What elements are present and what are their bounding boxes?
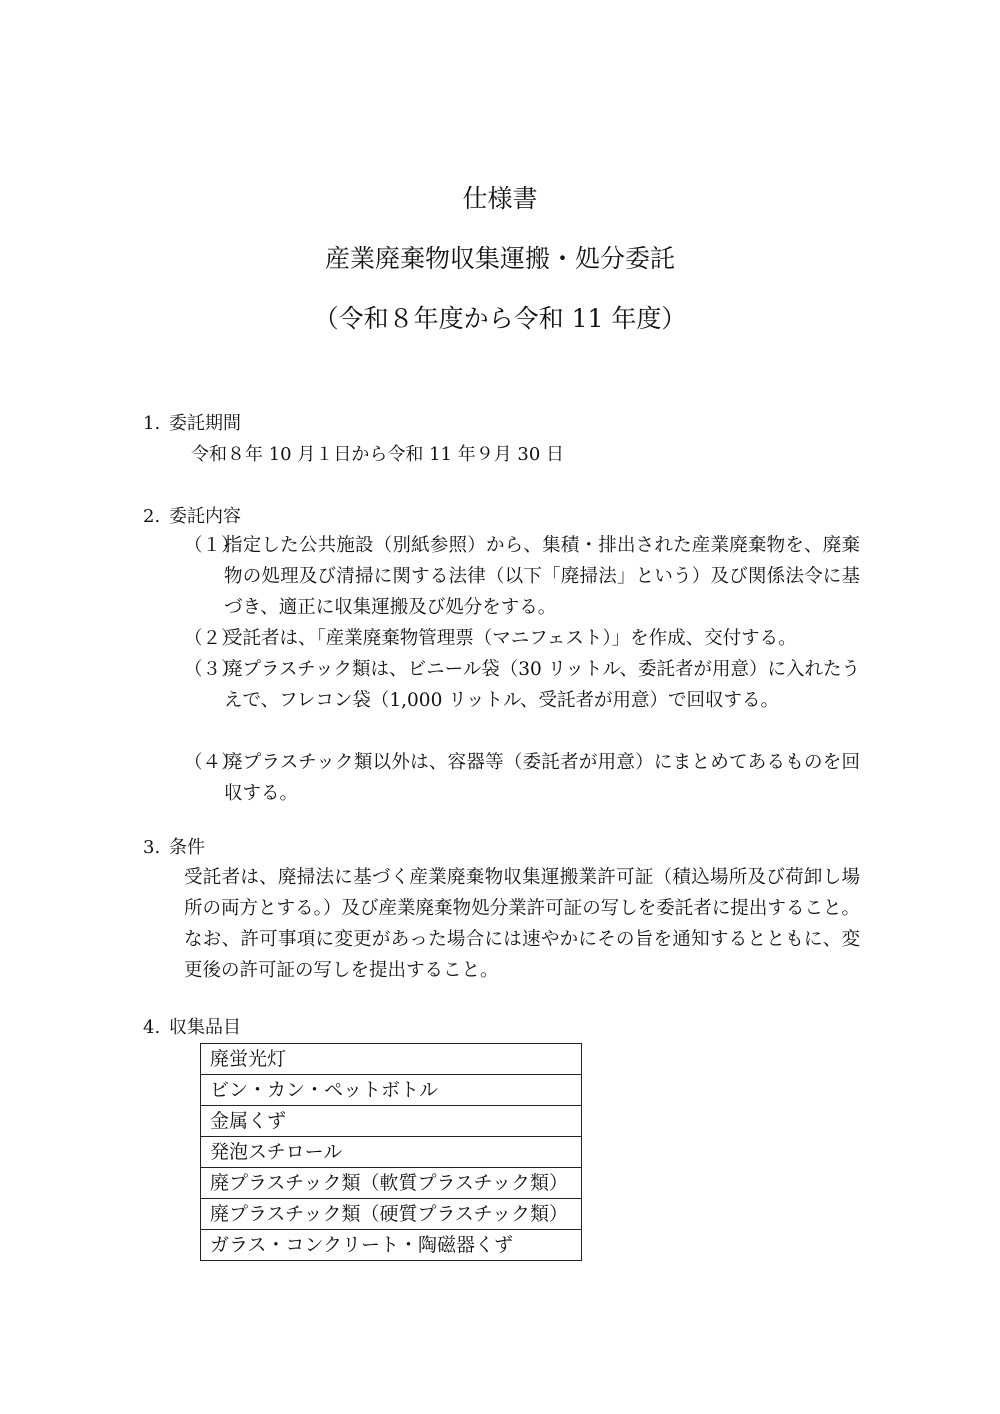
list-item	[184, 530, 860, 623]
list-item-text: 廃プラスチック類以外は、容器等（委託者が用意）にまとめてあるものを回収する。	[224, 752, 860, 804]
table-cell: 廃プラスチック類（軟質プラスチック類）	[201, 1168, 582, 1199]
list-item-text: 廃プラスチック類は、ビニール袋（30 リットル、委託者が用意）に入れたうえで、フレコン袋（1,000 リットル、受託者が用意）で回収する。	[224, 659, 860, 711]
list-item-label: （３）	[184, 659, 240, 680]
list-item	[184, 654, 860, 716]
table-row	[201, 1075, 582, 1106]
section-number: 2.	[143, 506, 161, 527]
table-cell: 金属くず	[201, 1106, 582, 1137]
section-number: 3.	[143, 837, 161, 858]
table-cell: 発泡スチロール	[201, 1137, 582, 1168]
section-3-body: 受託者は、廃掃法に基づく産業廃棄物収集運搬業許可証（積込場所及び荷卸し場所の両方とする。）及び産業廃棄物処分業許可証の写しを委託者に提出すること。なお、許可事項に変更があった場合には速やかにその旨を通知するとともに、変更後の許可証の写しを提出すること。	[184, 867, 860, 981]
table-cell: ガラス・コンクリート・陶磁器くず	[201, 1230, 582, 1261]
table-row	[201, 1199, 582, 1230]
section-heading-text: 委託期間	[169, 413, 241, 434]
table-row	[201, 1137, 582, 1168]
table-cell: 廃プラスチック類（硬質プラスチック類）	[201, 1199, 582, 1230]
table-row	[201, 1044, 582, 1075]
section-heading-text: 条件	[169, 837, 205, 858]
list-item-text: 受託者は、「産業廃棄物管理票（マニフェスト）」を作成、交付する。	[224, 628, 797, 649]
list-item-label: （４）	[184, 752, 240, 773]
section-heading-text: 委託内容	[169, 506, 241, 527]
table-row	[201, 1106, 582, 1137]
list-item-label: （２）	[184, 628, 240, 649]
section-1-body: 令和８年 10 月１日から令和 11 年９月 30 日	[191, 444, 565, 465]
table-row	[201, 1168, 582, 1199]
document-subtitle: 産業廃棄物収集運搬・処分委託	[324, 244, 675, 273]
table-cell: 廃蛍光灯	[201, 1044, 582, 1075]
list-item-label: （１）	[184, 535, 240, 556]
section-heading-text: 収集品目	[169, 1017, 241, 1038]
section-number: 1.	[143, 413, 161, 434]
list-item	[184, 747, 860, 809]
section-3-heading	[143, 836, 205, 860]
collection-items-table	[200, 1043, 582, 1261]
section-4-heading	[143, 1016, 241, 1040]
list-item	[184, 623, 860, 654]
table-row	[201, 1230, 582, 1261]
section-1-heading	[143, 412, 241, 436]
list-item-text: 指定した公共施設（別紙参照）から、集積・排出された産業廃棄物を、廃棄物の処理及び清掃に関する法律（以下「廃掃法」という）及び関係法令に基づき、適正に収集運搬及び処分をする。	[224, 535, 860, 618]
table-cell: ビン・カン・ペットボトル	[201, 1075, 582, 1106]
document-title: 仕様書	[462, 184, 538, 213]
document-period-title: （令和８年度から令和 11 年度）	[313, 304, 687, 333]
section-2-heading	[143, 505, 241, 529]
section-number: 4.	[143, 1017, 161, 1038]
